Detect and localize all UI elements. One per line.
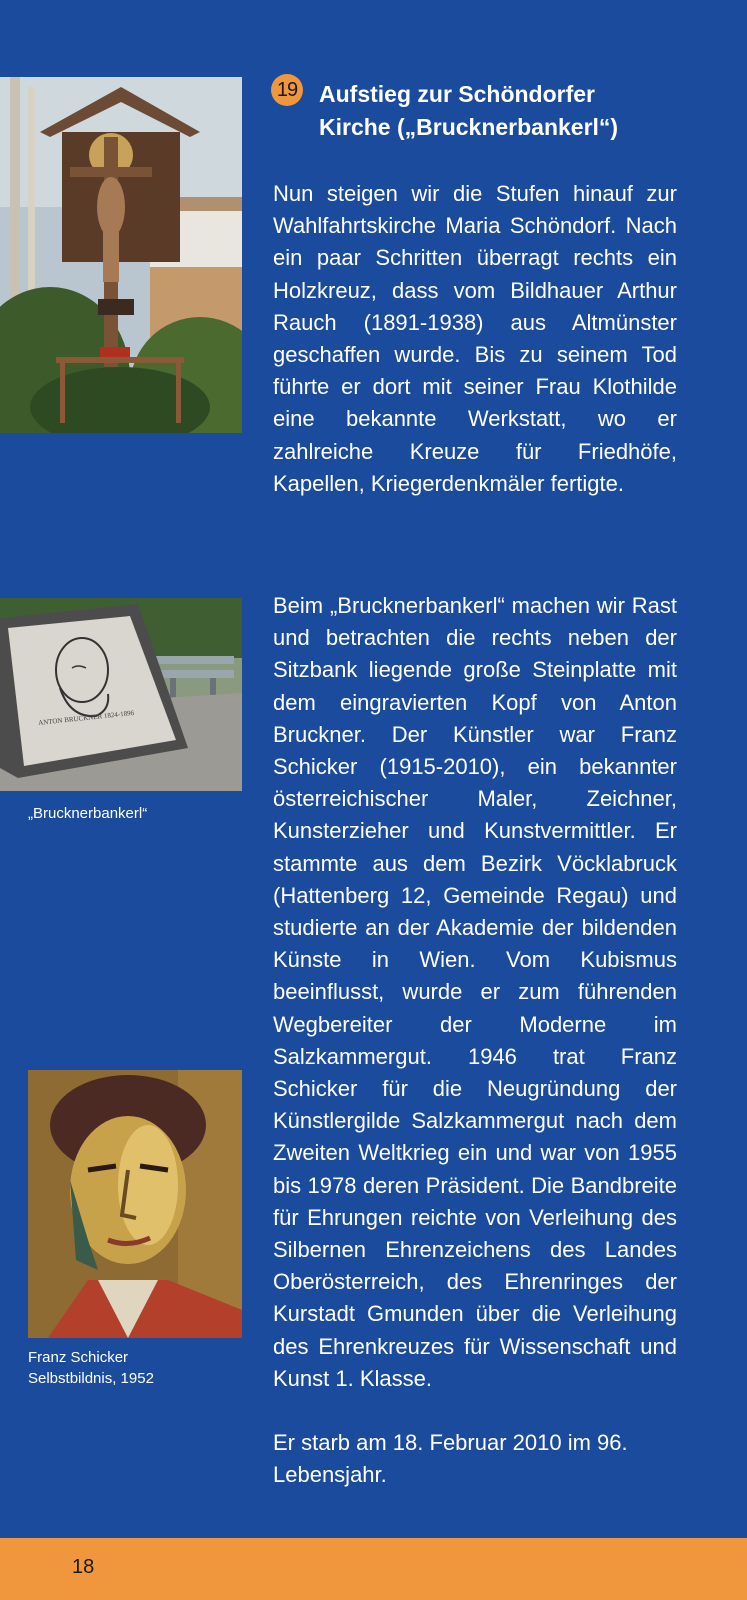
crucifix-photo	[0, 77, 242, 433]
bruckner-stone-photo	[0, 598, 242, 791]
paragraph-holzkreuz: Nun steigen wir die Stufen hinauf zur Wahlfahrtskirche Maria Schöndorf. Nach ein paar Schritten überragt rechts ein Holzkreuz, dass vom Bildhauer Arthur Rauch (1891-1938) aus Altmünster geschaffen wurde. Bis zu seinem Tod führte er dort mit seiner Frau Klothilde eine bekannte Werkstatt, wo er zahlreiche Kreuze für Friedhöfe, Kapellen, Kriegerdenkmäler fertigte.	[273, 181, 677, 496]
self-portrait-painting	[28, 1070, 242, 1338]
footer-bar	[0, 1538, 747, 1600]
stone-engraving-text: ANTON BRUCKNER 1824-1896	[37, 708, 135, 728]
page-number: 18	[72, 1556, 95, 1578]
heading-line1: Aufstieg zur Schöndorfer	[319, 81, 596, 107]
paragraph-brucknerbankerl: Beim „Brucknerbankerl“ machen wir Rast und betrachten die rechts neben der Sitzbank liegende große Steinplatte mit dem eingravierten Kopf von Anton Bruckner. Der Künstler war Franz Schicker (1915-2010), ein bekannter österreichischer Maler, Zeichner, Kunsterzieher und Kunstvermittler. Er stammte aus dem Bezirk Vöcklabruck (Hattenberg 12, Gemeinde Regau) und studierte an der Akademie der bildenden Künste in Wien. Vom Kubismus beeinflusst, wurde er zum führenden Wegbereiter der Moderne im Salzkammergut. 1946 trat Franz Schicker für die Neugründung der Künstlergilde Salzkammergut nach dem Zweiten Weltkrieg ein und war von 1955 bis 1978 deren Präsident. Die Bandbreite für Ehrungen reichte von Verleihung des Silbernen Ehrenzeichens des Landes Oberösterreich, des Ehrenringes der Kurstadt Gmunden über die Verleihung des Ehrenkreuzes für Wissenschaft und Kunst 1. Klasse.	[273, 593, 677, 1391]
portrait-caption	[28, 1347, 154, 1389]
heading-line2: Kirche („Brucknerbankerl“)	[319, 114, 619, 140]
paragraph-death: Er starb am 18. Februar 2010 im 96. Lebensjahr.	[273, 1430, 628, 1488]
portrait-caption-line2: Selbstbildnis, 1952	[28, 1370, 154, 1387]
station-number-badge: 19	[271, 74, 303, 106]
stone-caption: „Brucknerbankerl“	[28, 805, 148, 822]
section-heading	[319, 78, 739, 144]
portrait-caption-line1: Franz Schicker	[28, 1349, 129, 1366]
